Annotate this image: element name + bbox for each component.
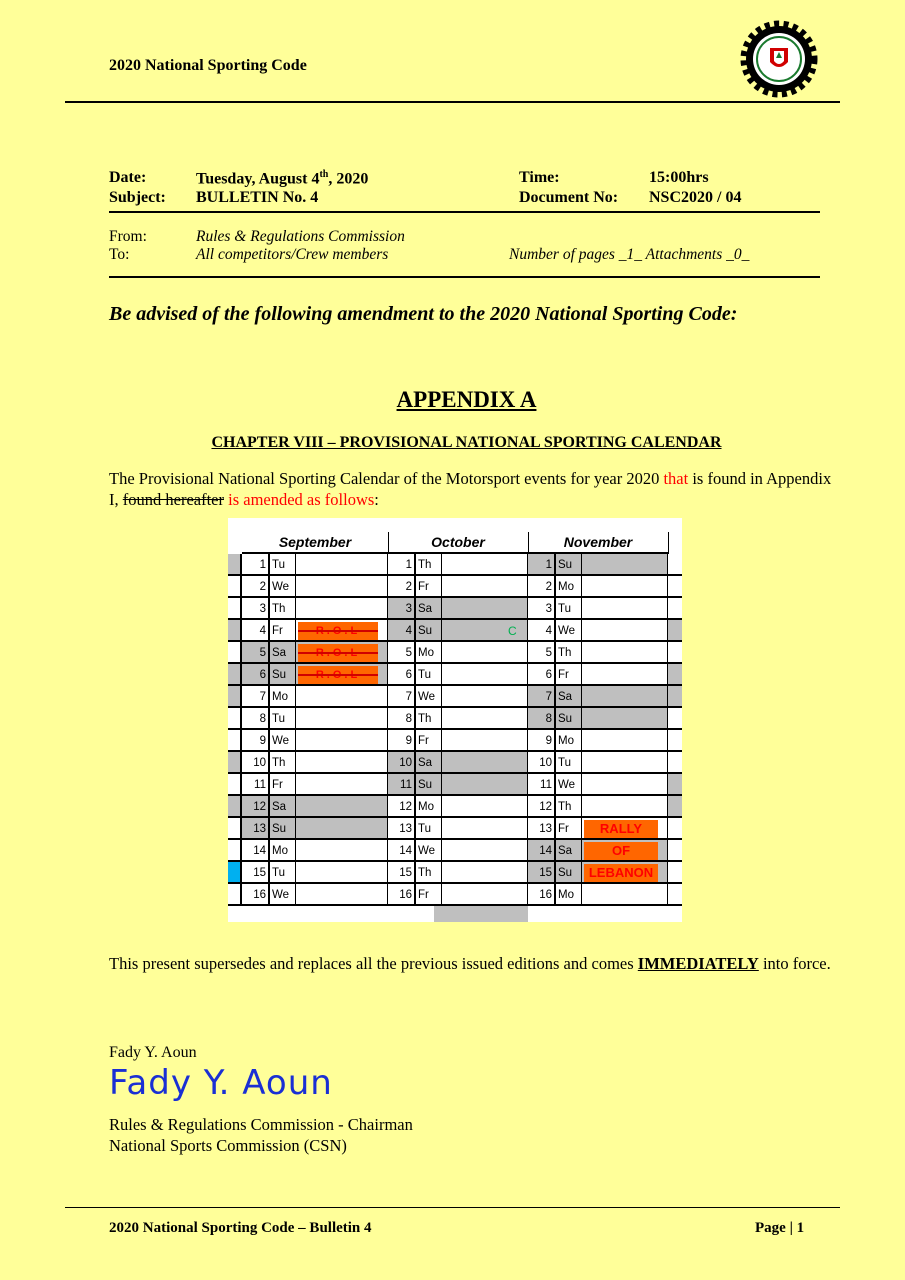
calendar-right-stub: [668, 796, 682, 818]
calendar-right-stub: [668, 686, 682, 708]
calendar-day-number: 3: [528, 598, 556, 620]
calendar-event-cell: [442, 642, 528, 664]
calendar-event-cell: [442, 840, 528, 862]
signatory-role-2: National Sports Commission (CSN): [109, 1136, 347, 1155]
calendar-day-number: 6: [528, 664, 556, 686]
calendar-event-cell: [442, 686, 528, 708]
subject-value: BULLETIN No. 4: [196, 189, 319, 206]
para-struck: found hereafter: [122, 490, 224, 509]
calendar-day-number: 6: [242, 664, 270, 686]
calendar-weekday: Mo: [416, 642, 442, 664]
calendar-event-cell: [582, 642, 668, 664]
calendar-right-stub: [668, 840, 682, 862]
calendar-event-cell: [442, 598, 528, 620]
calendar-right-stub: [668, 554, 682, 576]
calendar-weekday: Th: [416, 862, 442, 884]
calendar-weekday: Th: [556, 642, 582, 664]
calendar-day-number: 9: [242, 730, 270, 752]
calendar-day-number: 14: [528, 840, 556, 862]
chapter-title: CHAPTER VIII – PROVISIONAL NATIONAL SPORTING CALENDAR: [211, 434, 722, 451]
calendar-left-stub: [228, 620, 242, 642]
calendar-event-cell: [582, 620, 668, 642]
calendar-day-number: 10: [242, 752, 270, 774]
calendar-event-cell: [442, 796, 528, 818]
calendar-day-number: 5: [242, 642, 270, 664]
subject-label: Subject:: [109, 189, 166, 206]
calendar-mark: C: [508, 624, 517, 638]
calendar-weekday: Su: [416, 620, 442, 642]
calendar-left-stub: [228, 752, 242, 774]
calendar-day-number: 13: [242, 818, 270, 840]
footer-rule: [65, 1207, 840, 1208]
calendar-day-number: 1: [388, 554, 416, 576]
calendar-event-label: OF: [584, 842, 658, 860]
calendar-day-number: 5: [388, 642, 416, 664]
time-label: Time:: [519, 169, 560, 186]
calendar-event-cell: [582, 686, 668, 708]
signatory-roles: [109, 1114, 413, 1156]
calendar-day-number: 5: [528, 642, 556, 664]
calendar-event-cell: [296, 576, 388, 598]
calendar-event-cell: [442, 752, 528, 774]
calendar-day-number: 2: [388, 576, 416, 598]
advise-heading: Be advised of the following amendment to the 2020 National Sporting Code:: [109, 303, 738, 325]
calendar-day-number: 7: [242, 686, 270, 708]
calendar-event-cell: [582, 796, 668, 818]
calendar-weekday: We: [270, 730, 296, 752]
calendar-day-number: 11: [242, 774, 270, 796]
calendar-weekday: Tu: [556, 752, 582, 774]
calendar-day-number: 1: [242, 554, 270, 576]
calendar-left-stub: [228, 642, 242, 664]
calendar-event-cell: [442, 730, 528, 752]
calendar-event-cell: [582, 752, 668, 774]
calendar-weekday: Th: [270, 752, 296, 774]
calendar-month-header: October: [388, 532, 529, 554]
calendar-left-stub: [228, 708, 242, 730]
calendar-day-number: 3: [242, 598, 270, 620]
federation-logo: [740, 20, 818, 98]
calendar-day-number: 16: [242, 884, 270, 906]
calendar-day-number: 15: [388, 862, 416, 884]
calendar-strike-line: [298, 630, 378, 632]
calendar-weekday: Su: [270, 664, 296, 686]
calendar-right-stub: [668, 664, 682, 686]
calendar-day-number: 7: [388, 686, 416, 708]
supersedes-part2: into force.: [758, 954, 831, 973]
calendar-weekday: Su: [556, 708, 582, 730]
calendar-day-number: 4: [388, 620, 416, 642]
calendar-weekday: Th: [270, 598, 296, 620]
time-value: 15:00hrs: [649, 169, 709, 186]
calendar-left-stub: [228, 730, 242, 752]
calendar-weekday: Tu: [270, 554, 296, 576]
calendar-weekday: Fr: [556, 818, 582, 840]
appendix-heading: [0, 387, 905, 413]
calendar-weekday: Th: [416, 554, 442, 576]
calendar-day-number: 12: [242, 796, 270, 818]
calendar-event-cell: [442, 774, 528, 796]
calendar-day-number: 10: [528, 752, 556, 774]
calendar-weekday: Tu: [556, 598, 582, 620]
calendar-event-cell: [582, 664, 668, 686]
calendar-left-stub: [228, 884, 242, 906]
calendar-right-stub: [668, 862, 682, 884]
calendar-weekday: Tu: [416, 664, 442, 686]
calendar-weekday: Th: [416, 708, 442, 730]
calendar-event-cell: [296, 884, 388, 906]
calendar-left-stub: [228, 818, 242, 840]
from-label: From:: [109, 228, 147, 245]
calendar-weekday: Mo: [556, 884, 582, 906]
footer-title: 2020 National Sporting Code – Bulletin 4: [109, 1220, 372, 1236]
para-that: that: [663, 469, 689, 488]
calendar-event-cell: [296, 686, 388, 708]
calendar-event-cell: [296, 774, 388, 796]
calendar-day-number: 4: [528, 620, 556, 642]
document-number-label: Document No:: [519, 189, 619, 206]
calendar-day-number: 13: [388, 818, 416, 840]
calendar-weekday: Sa: [270, 642, 296, 664]
calendar-event-cell: [582, 884, 668, 906]
calendar-day-number: 9: [388, 730, 416, 752]
calendar-month-header: November: [528, 532, 669, 554]
calendar-event-cell: [296, 730, 388, 752]
calendar-left-stub: [228, 862, 242, 884]
calendar-day-number: 11: [388, 774, 416, 796]
calendar-left-stub: [228, 598, 242, 620]
to-value: All competitors/Crew members: [196, 246, 389, 263]
calendar-day-number: 14: [242, 840, 270, 862]
calendar-weekday: Sa: [416, 752, 442, 774]
calendar-left-stub: [228, 664, 242, 686]
calendar-day-number: 3: [388, 598, 416, 620]
signatory-role-1: Rules & Regulations Commission - Chairman: [109, 1115, 413, 1134]
calendar-day-number: 6: [388, 664, 416, 686]
calendar-event-cell: [582, 774, 668, 796]
meta-rule-2: [109, 276, 820, 278]
calendar-left-stub: [228, 576, 242, 598]
signatory-name: Fady Y. Aoun: [109, 1044, 197, 1061]
calendar-day-number: 8: [388, 708, 416, 730]
meta-rule-1: [109, 211, 820, 213]
supersedes-part1: This present supersedes and replaces all the previous issued editions and comes: [109, 954, 638, 973]
page-number: Page | 1: [755, 1220, 805, 1236]
calendar-event-cell: [442, 554, 528, 576]
para-part2: is found in Appendix I,: [109, 469, 832, 509]
calendar-weekday: Fr: [270, 774, 296, 796]
calendar-right-stub: [668, 884, 682, 906]
calendar-right-stub: [668, 730, 682, 752]
calendar-day-number: 4: [242, 620, 270, 642]
calendar-event-cell: [442, 664, 528, 686]
calendar-right-stub: [668, 598, 682, 620]
calendar-strike-line: [298, 652, 378, 654]
calendar-day-number: 16: [528, 884, 556, 906]
calendar-event-cell: [582, 730, 668, 752]
calendar-weekday: We: [270, 884, 296, 906]
immediately-text: IMMEDIATELY: [637, 954, 759, 973]
calendar-weekday: Tu: [270, 708, 296, 730]
calendar-weekday: We: [556, 620, 582, 642]
calendar-event-cell: [582, 708, 668, 730]
calendar-weekday: Su: [556, 554, 582, 576]
para-colon: :: [374, 490, 379, 509]
calendar-weekday: Sa: [556, 840, 582, 862]
calendar-event-cell: [582, 576, 668, 598]
calendar-event-label: LEBANON: [584, 864, 658, 882]
calendar-right-stub: [668, 752, 682, 774]
date-suffix: th: [319, 169, 329, 180]
para-part1: The Provisional National Sporting Calendar of the Motorsport events for year 2020: [109, 469, 664, 488]
calendar-event-cell: [296, 862, 388, 884]
calendar-day-number: 2: [242, 576, 270, 598]
calendar-weekday: Fr: [416, 730, 442, 752]
calendar-day-number: 9: [528, 730, 556, 752]
calendar-event-cell: [442, 862, 528, 884]
calendar-weekday: Su: [270, 818, 296, 840]
calendar-event-cell: [582, 554, 668, 576]
calendar-weekday: Su: [556, 862, 582, 884]
handwritten-signature: Fady Y. Aoun: [109, 1063, 333, 1103]
calendar-weekday: Mo: [556, 576, 582, 598]
calendar-event-cell: [442, 576, 528, 598]
calendar-weekday: Mo: [270, 686, 296, 708]
appendix-title: APPENDIX A: [396, 387, 537, 412]
para-amended: is amended as follows: [223, 490, 375, 509]
date-value: [196, 169, 368, 188]
calendar-day-number: 15: [528, 862, 556, 884]
calendar-event-cell: [582, 598, 668, 620]
calendar-day-number: 1: [528, 554, 556, 576]
header-title: 2020 National Sporting Code: [109, 57, 307, 74]
calendar-day-number: 15: [242, 862, 270, 884]
calendar-right-stub: [668, 818, 682, 840]
calendar-day-number: 11: [528, 774, 556, 796]
calendar-day-number: 8: [242, 708, 270, 730]
calendar-weekday: Su: [416, 774, 442, 796]
date-year: , 2020: [328, 170, 369, 188]
calendar-weekday: Fr: [270, 620, 296, 642]
date-text: Tuesday, August 4: [196, 170, 320, 188]
calendar-event-cell: [296, 796, 388, 818]
calendar-weekday: We: [270, 576, 296, 598]
pages-attachments: Number of pages _1_ Attachments _0_: [509, 246, 750, 263]
calendar-day-number: 13: [528, 818, 556, 840]
calendar-event-cell: [296, 598, 388, 620]
date-label: Date:: [109, 169, 147, 186]
calendar-event-cell: [296, 818, 388, 840]
header-rule: [65, 101, 840, 103]
calendar-day-number: 14: [388, 840, 416, 862]
calendar-event-cell: [442, 818, 528, 840]
supersedes-paragraph: [109, 953, 834, 974]
calendar-event-cell: [442, 884, 528, 906]
calendar-weekday: Sa: [416, 598, 442, 620]
calendar-weekday: We: [556, 774, 582, 796]
calendar-left-stub: [228, 840, 242, 862]
to-label: To:: [109, 246, 130, 263]
calendar-event-cell: [296, 554, 388, 576]
calendar-weekday: Sa: [556, 686, 582, 708]
calendar-day-number: 12: [388, 796, 416, 818]
calendar-weekday: Fr: [416, 576, 442, 598]
calendar-day-number: 16: [388, 884, 416, 906]
calendar-left-stub: [228, 686, 242, 708]
calendar-weekday: Th: [556, 796, 582, 818]
calendar-table: [228, 518, 682, 922]
calendar-day-number: 12: [528, 796, 556, 818]
calendar-partial-shade: [434, 906, 528, 922]
calendar-month-header: September: [242, 532, 389, 554]
calendar-weekday: Mo: [556, 730, 582, 752]
from-value: Rules & Regulations Commission: [196, 228, 405, 245]
calendar-event-label: RALLY: [584, 820, 658, 838]
calendar-weekday: Mo: [270, 840, 296, 862]
calendar-day-number: 10: [388, 752, 416, 774]
calendar-weekday: Tu: [416, 818, 442, 840]
calendar-right-stub: [668, 642, 682, 664]
document-number-value: NSC2020 / 04: [649, 189, 742, 206]
calendar-right-stub: [668, 576, 682, 598]
calendar-day-number: 7: [528, 686, 556, 708]
calendar-right-stub: [668, 708, 682, 730]
calendar-left-stub: [228, 774, 242, 796]
calendar-weekday: Tu: [270, 862, 296, 884]
calendar-right-stub: [668, 620, 682, 642]
intro-paragraph: [109, 468, 834, 510]
calendar-right-stub: [668, 774, 682, 796]
calendar-weekday: Fr: [556, 664, 582, 686]
calendar-left-stub: [228, 796, 242, 818]
calendar-weekday: Mo: [416, 796, 442, 818]
calendar-left-stub: [228, 554, 242, 576]
calendar-event-cell: [296, 752, 388, 774]
calendar-day-number: 2: [528, 576, 556, 598]
calendar-weekday: Fr: [416, 884, 442, 906]
calendar-weekday: We: [416, 686, 442, 708]
calendar-event-cell: [296, 708, 388, 730]
calendar-weekday: We: [416, 840, 442, 862]
chapter-heading: [0, 434, 905, 452]
calendar-day-number: 8: [528, 708, 556, 730]
calendar-event-cell: [442, 708, 528, 730]
calendar-weekday: Sa: [270, 796, 296, 818]
calendar-strike-line: [298, 674, 378, 676]
calendar-event-cell: [296, 840, 388, 862]
